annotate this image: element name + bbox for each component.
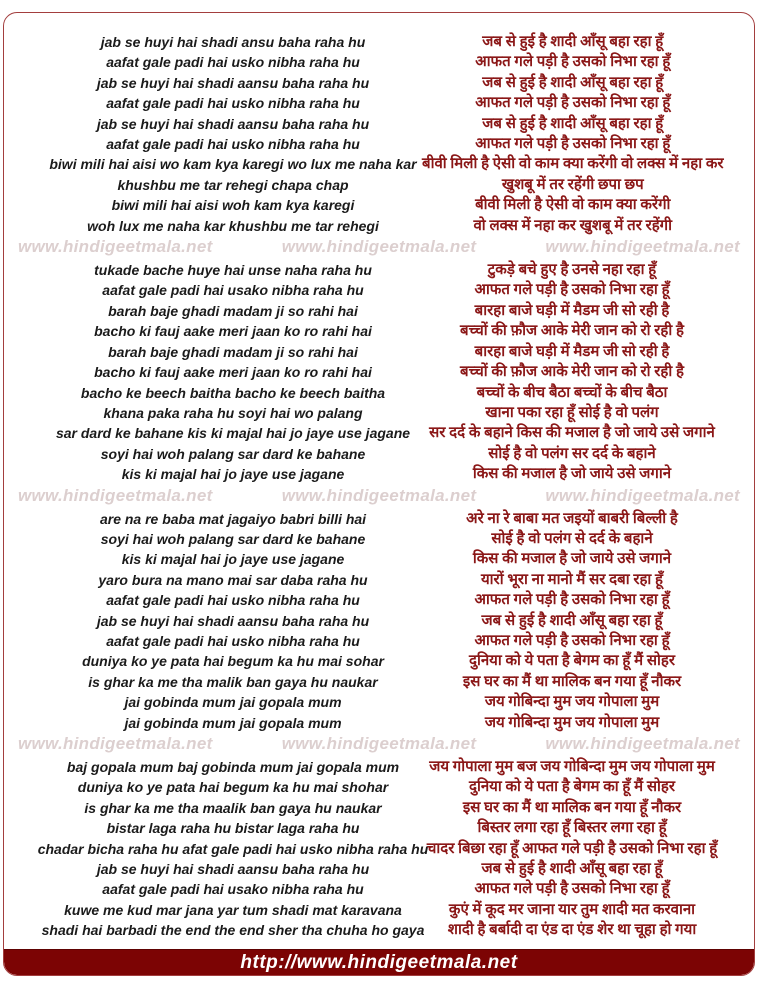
stanza-roman-column bbox=[4, 260, 462, 484]
lyric-line-roman: aafat gale padi hai usako nibha raha hu bbox=[102, 881, 364, 898]
lyric-line-roman: bistar laga raha hu bistar laga raha hu bbox=[106, 820, 360, 837]
lyric-line-hindi: शादी है बर्बादी दा एंड दा एंड शेर था चूहा हो गया bbox=[447, 922, 697, 939]
stanza-4 bbox=[4, 757, 754, 941]
lyric-line-hindi: यारों भूरा ना मानो मैं सर दबा रहा हूँ bbox=[480, 571, 664, 588]
watermark-row bbox=[4, 487, 754, 505]
lyric-line-roman: aafat gale padi hai usko nibha raha hu bbox=[106, 632, 360, 649]
lyric-line-roman: chadar bicha raha hu afat gale padi hai usko nibha raha hu bbox=[37, 840, 429, 857]
lyric-line-hindi: टुकड़े बचे हुए है उनसे नहा रहा हूँ bbox=[487, 262, 657, 279]
lyric-line-roman: soyi hai woh palang sar dard ke bahane bbox=[100, 530, 366, 547]
lyric-line-hindi: सोई है वो पलंग से दर्द के बहाने bbox=[491, 530, 653, 547]
stanza-hindi-column bbox=[422, 260, 722, 484]
lyric-line-hindi: इस घर का मैं था मालिक बन गया हूँ नौकर bbox=[462, 673, 682, 690]
stanza-roman-column bbox=[4, 32, 462, 236]
stanza-roman-column bbox=[4, 509, 462, 733]
lyric-line-hindi: बच्चों की फ़ौज आके मेरी जान को रो रही है bbox=[460, 323, 684, 340]
lyric-line-hindi: किस की मजाल है जो जाये उसे जगाने bbox=[472, 551, 672, 568]
lyric-line-roman: bacho ke beech baitha bacho ke beech baitha bbox=[80, 384, 386, 401]
lyric-line-hindi: बारहा बाजे घड़ी में मैडम जी सो रही है bbox=[474, 302, 670, 319]
lyric-line-hindi: सोई है वो पलंग सर दर्द के बहाने bbox=[488, 445, 656, 462]
lyric-line-roman: kuwe me kud mar jana yar tum shadi mat karavana bbox=[64, 901, 402, 918]
lyric-line-hindi: इस घर का मैं था मालिक बन गया हूँ नौकर bbox=[462, 799, 682, 816]
lyric-line-hindi: चादर बिछा रहा हूँ आफत गले पड़ी है उसको निभा रहा हूँ bbox=[426, 840, 718, 857]
footer-url-banner bbox=[4, 949, 754, 975]
lyric-line-hindi: दुनिया को ये पता है बेगम का हूँ मैं सोहर bbox=[469, 653, 675, 670]
lyric-line-roman: khushbu me tar rehegi chapa chap bbox=[117, 176, 349, 193]
lyric-line-hindi: आफत गले पड़ी है उसको निभा रहा हूँ bbox=[475, 54, 671, 71]
lyric-line-hindi: अरे ना रे बाबा मत जइयों बाबरी बिल्ली है bbox=[466, 510, 678, 527]
page-border-frame bbox=[3, 12, 755, 976]
stanza-hindi-column bbox=[422, 509, 722, 733]
lyric-line-hindi: आफत गले पड़ी है उसको निभा रहा हूँ bbox=[475, 136, 671, 153]
lyric-line-roman: bacho ki fauj aake meri jaan ko ro rahi hai bbox=[94, 364, 372, 381]
lyric-line-hindi: बच्चों के बीच बैठा बच्चों के बीच बैठा bbox=[476, 384, 668, 401]
lyric-line-hindi: जय गोपाला मुम बज जय गोबिन्दा मुम जय गोपाला मुम bbox=[429, 759, 715, 775]
lyric-line-hindi: वो लक्स में नहा कर खुशबू में तर रहेंगी bbox=[473, 217, 673, 234]
lyric-line-hindi: आफत गले पड़ी है उसको निभा रहा हूँ bbox=[474, 632, 670, 649]
lyric-line-roman: aafat gale padi hai usko nibha raha hu bbox=[106, 592, 360, 609]
lyric-line-roman: soyi hai woh palang sar dard ke bahane bbox=[100, 445, 366, 462]
lyric-line-roman: baj gopala mum baj gobinda mum jai gopala mum bbox=[66, 759, 400, 775]
lyric-line-roman: kis ki majal hai jo jaye use jagane bbox=[121, 551, 345, 568]
lyric-line-roman: is ghar ka me tha malik ban gaya hu naukar bbox=[88, 673, 378, 690]
lyric-line-hindi: जब से हुई है शादी आँसू बहा रहा हूँ bbox=[482, 115, 664, 132]
footer-url-text: http://www.hindigeetmala.net bbox=[240, 952, 518, 973]
stanza-3 bbox=[4, 509, 754, 733]
lyric-line-hindi: जब से हुई है शादी आँसू बहा रहा हूँ bbox=[481, 612, 663, 629]
lyric-line-hindi: किस की मजाल है जो जाये उसे जगाने bbox=[472, 466, 672, 483]
lyric-line-hindi: सर दर्द के बहाने किस की मजाल है जो जाये उसे जगाने bbox=[429, 425, 715, 442]
lyric-line-hindi: आफत गले पड़ी है उसको निभा रहा हूँ bbox=[474, 881, 670, 898]
lyric-line-hindi: आफत गले पड़ी है उसको निभा रहा हूँ bbox=[474, 592, 670, 609]
lyric-line-roman: aafat gale padi hai usko nibha raha hu bbox=[106, 54, 360, 71]
lyric-line-roman: aafat gale padi hai usko nibha raha hu bbox=[106, 95, 360, 112]
watermark-text: www.hindigeetmala.net bbox=[545, 485, 740, 505]
watermark-row bbox=[4, 238, 754, 256]
lyric-line-roman: are na re baba mat jagaiyo babri billi hai bbox=[99, 510, 367, 527]
lyric-line-roman: aafat gale padi hai usko nibha raha hu bbox=[106, 136, 360, 153]
lyric-line-roman: biwi mili hai aisi wo kam kya karegi wo lux me naha kar bbox=[49, 156, 417, 173]
lyric-line-hindi: खुशबू में तर रहेंगी छपा छप bbox=[501, 176, 644, 193]
lyric-line-hindi: जब से हुई है शादी आँसू बहा रहा हूँ bbox=[482, 74, 664, 91]
lyric-line-hindi: दुनिया को ये पता है बेगम का हूँ मैं सोहर bbox=[469, 779, 675, 796]
lyric-line-roman: jab se huyi hai shadi aansu baha raha hu bbox=[96, 861, 370, 878]
watermark-text: www.hindigeetmala.net bbox=[281, 734, 477, 753]
lyric-line-hindi: जय गोबिन्दा मुम जय गोपाला मुम bbox=[484, 714, 660, 731]
lyric-line-hindi: जब से हुई है शादी आँसू बहा रहा हूँ bbox=[482, 34, 664, 50]
lyric-line-roman: barah baje ghadi madam ji so rahi hai bbox=[108, 343, 358, 360]
lyric-line-hindi: जब से हुई है शादी आँसू बहा रहा हूँ bbox=[481, 861, 663, 878]
watermark-text: www.hindigeetmala.net bbox=[281, 485, 477, 505]
watermark-text: www.hindigeetmala.net bbox=[545, 237, 740, 257]
lyric-line-roman: biwi mili hai aisi woh kam kya karegi bbox=[111, 197, 355, 214]
lyric-line-roman: jai gobinda mum jai gopala mum bbox=[124, 694, 342, 711]
stanza-2 bbox=[4, 260, 754, 484]
lyric-line-roman: jab se huyi hai shadi aansu baha raha hu bbox=[96, 74, 370, 91]
lyric-line-roman: duniya ko ye pata hai begum ka hu mai sohar bbox=[82, 653, 384, 670]
lyric-line-hindi: बारहा बाजे घड़ी में मैडम जी सो रही है bbox=[474, 343, 670, 360]
lyric-line-roman: barah baje ghadi madam ji so rahi hai bbox=[108, 302, 358, 319]
lyric-line-hindi: कुएं में कूद मर जाना यार तुम शादी मत करवाना bbox=[448, 901, 696, 918]
lyric-line-roman: duniya ko ye pata hai begum ka hu mai shohar bbox=[77, 779, 389, 796]
stanza-roman-column bbox=[4, 757, 462, 941]
watermark-text: www.hindigeetmala.net bbox=[18, 485, 213, 505]
lyric-line-roman: sar dard ke bahane kis ki majal hai jo jaye use jagane bbox=[55, 425, 411, 442]
watermark-text: www.hindigeetmala.net bbox=[18, 734, 213, 753]
lyric-line-roman: tukade bache huye hai unse naha raha hu bbox=[94, 262, 372, 279]
stanza-1 bbox=[4, 32, 754, 236]
lyric-line-roman: shadi hai barbadi the end the end sher tha chuha ho gaya bbox=[41, 922, 425, 939]
lyric-line-roman: aafat gale padi hai usako nibha raha hu bbox=[102, 282, 364, 299]
lyric-line-hindi: बिस्तर लगा रहा हूँ बिस्तर लगा रहा हूँ bbox=[477, 820, 667, 837]
lyric-line-roman: woh lux me naha kar khushbu me tar rehegi bbox=[87, 217, 379, 234]
lyric-line-hindi: बीवी मिली है ऐसी वो काम क्या करेंगी वो लक्स में नहा कर bbox=[422, 156, 724, 173]
lyric-line-hindi: जय गोबिन्दा मुम जय गोपाला मुम bbox=[484, 694, 660, 711]
lyric-line-roman: jab se huyi hai shadi ansu baha raha hu bbox=[100, 34, 366, 50]
lyric-line-roman: kis ki majal hai jo jaye use jagane bbox=[121, 466, 345, 483]
lyrics-area bbox=[4, 13, 754, 941]
stanza-hindi-column bbox=[422, 757, 722, 941]
lyric-line-roman: jab se huyi hai shadi aansu baha raha hu bbox=[96, 115, 370, 132]
lyric-line-roman: is ghar ka me tha maalik ban gaya hu naukar bbox=[84, 799, 382, 816]
lyric-line-hindi: आफत गले पड़ी है उसको निभा रहा हूँ bbox=[475, 95, 671, 112]
lyric-line-hindi: आफत गले पड़ी है उसको निभा रहा हूँ bbox=[474, 282, 670, 299]
watermark-text: www.hindigeetmala.net bbox=[18, 237, 213, 257]
watermark-text: www.hindigeetmala.net bbox=[281, 237, 477, 257]
lyric-line-hindi: खाना पका रहा हूँ सोई है वो पलंग bbox=[485, 404, 659, 421]
stanza-hindi-column bbox=[422, 32, 724, 236]
lyric-line-hindi: बच्चों की फ़ौज आके मेरी जान को रो रही है bbox=[460, 364, 684, 381]
lyric-line-roman: jab se huyi hai shadi aansu baha raha hu bbox=[96, 612, 370, 629]
lyric-line-roman: bacho ki fauj aake meri jaan ko ro rahi hai bbox=[94, 323, 372, 340]
lyric-line-roman: yaro bura na mano mai sar daba raha hu bbox=[98, 571, 368, 588]
watermark-row bbox=[4, 735, 754, 753]
lyric-line-roman: jai gobinda mum jai gopala mum bbox=[124, 714, 342, 731]
lyric-line-roman: khana paka raha hu soyi hai wo palang bbox=[103, 404, 363, 421]
lyric-line-hindi: बीवी मिली है ऐसी वो काम क्या करेंगी bbox=[475, 197, 671, 214]
watermark-text: www.hindigeetmala.net bbox=[545, 734, 740, 753]
